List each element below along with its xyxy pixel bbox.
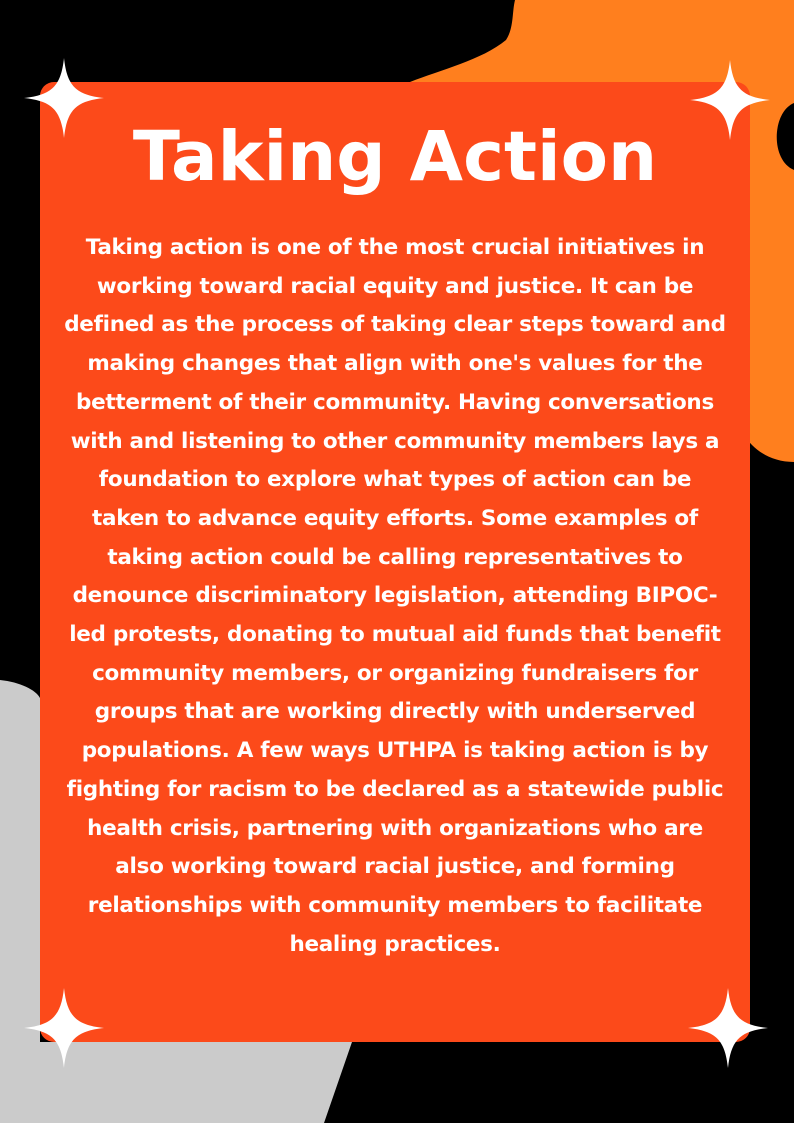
sparkle-icon bbox=[24, 988, 104, 1068]
sparkle-icon bbox=[688, 988, 768, 1068]
sparkle-icon bbox=[690, 60, 770, 140]
sparkle-icon bbox=[24, 58, 104, 138]
page-title: Taking Action bbox=[132, 117, 658, 197]
body-paragraph: Taking action is one of the most crucial initiatives in working toward racial equity and justice. It can be defined as the process of taking clear steps toward and making changes that align with one's values for the betterment of their community. Having conversations with and listening to other community members lays a foundation to explore what types of action can be taken to advance equity efforts. Some examples of taking action could be calling representatives to denounce discriminatory legislation, attending BIPOC-led protests, donating to mutual aid funds that benefit community members, or organizing fundraisers for groups that are working directly with underserved populations. A few ways UTHPA is taking action is by fighting for racism to be declared as a statewide public health crisis, partnering with organizations who are also working toward racial justice, and forming relationships with community members to facilitate healing practices. bbox=[64, 235, 726, 957]
